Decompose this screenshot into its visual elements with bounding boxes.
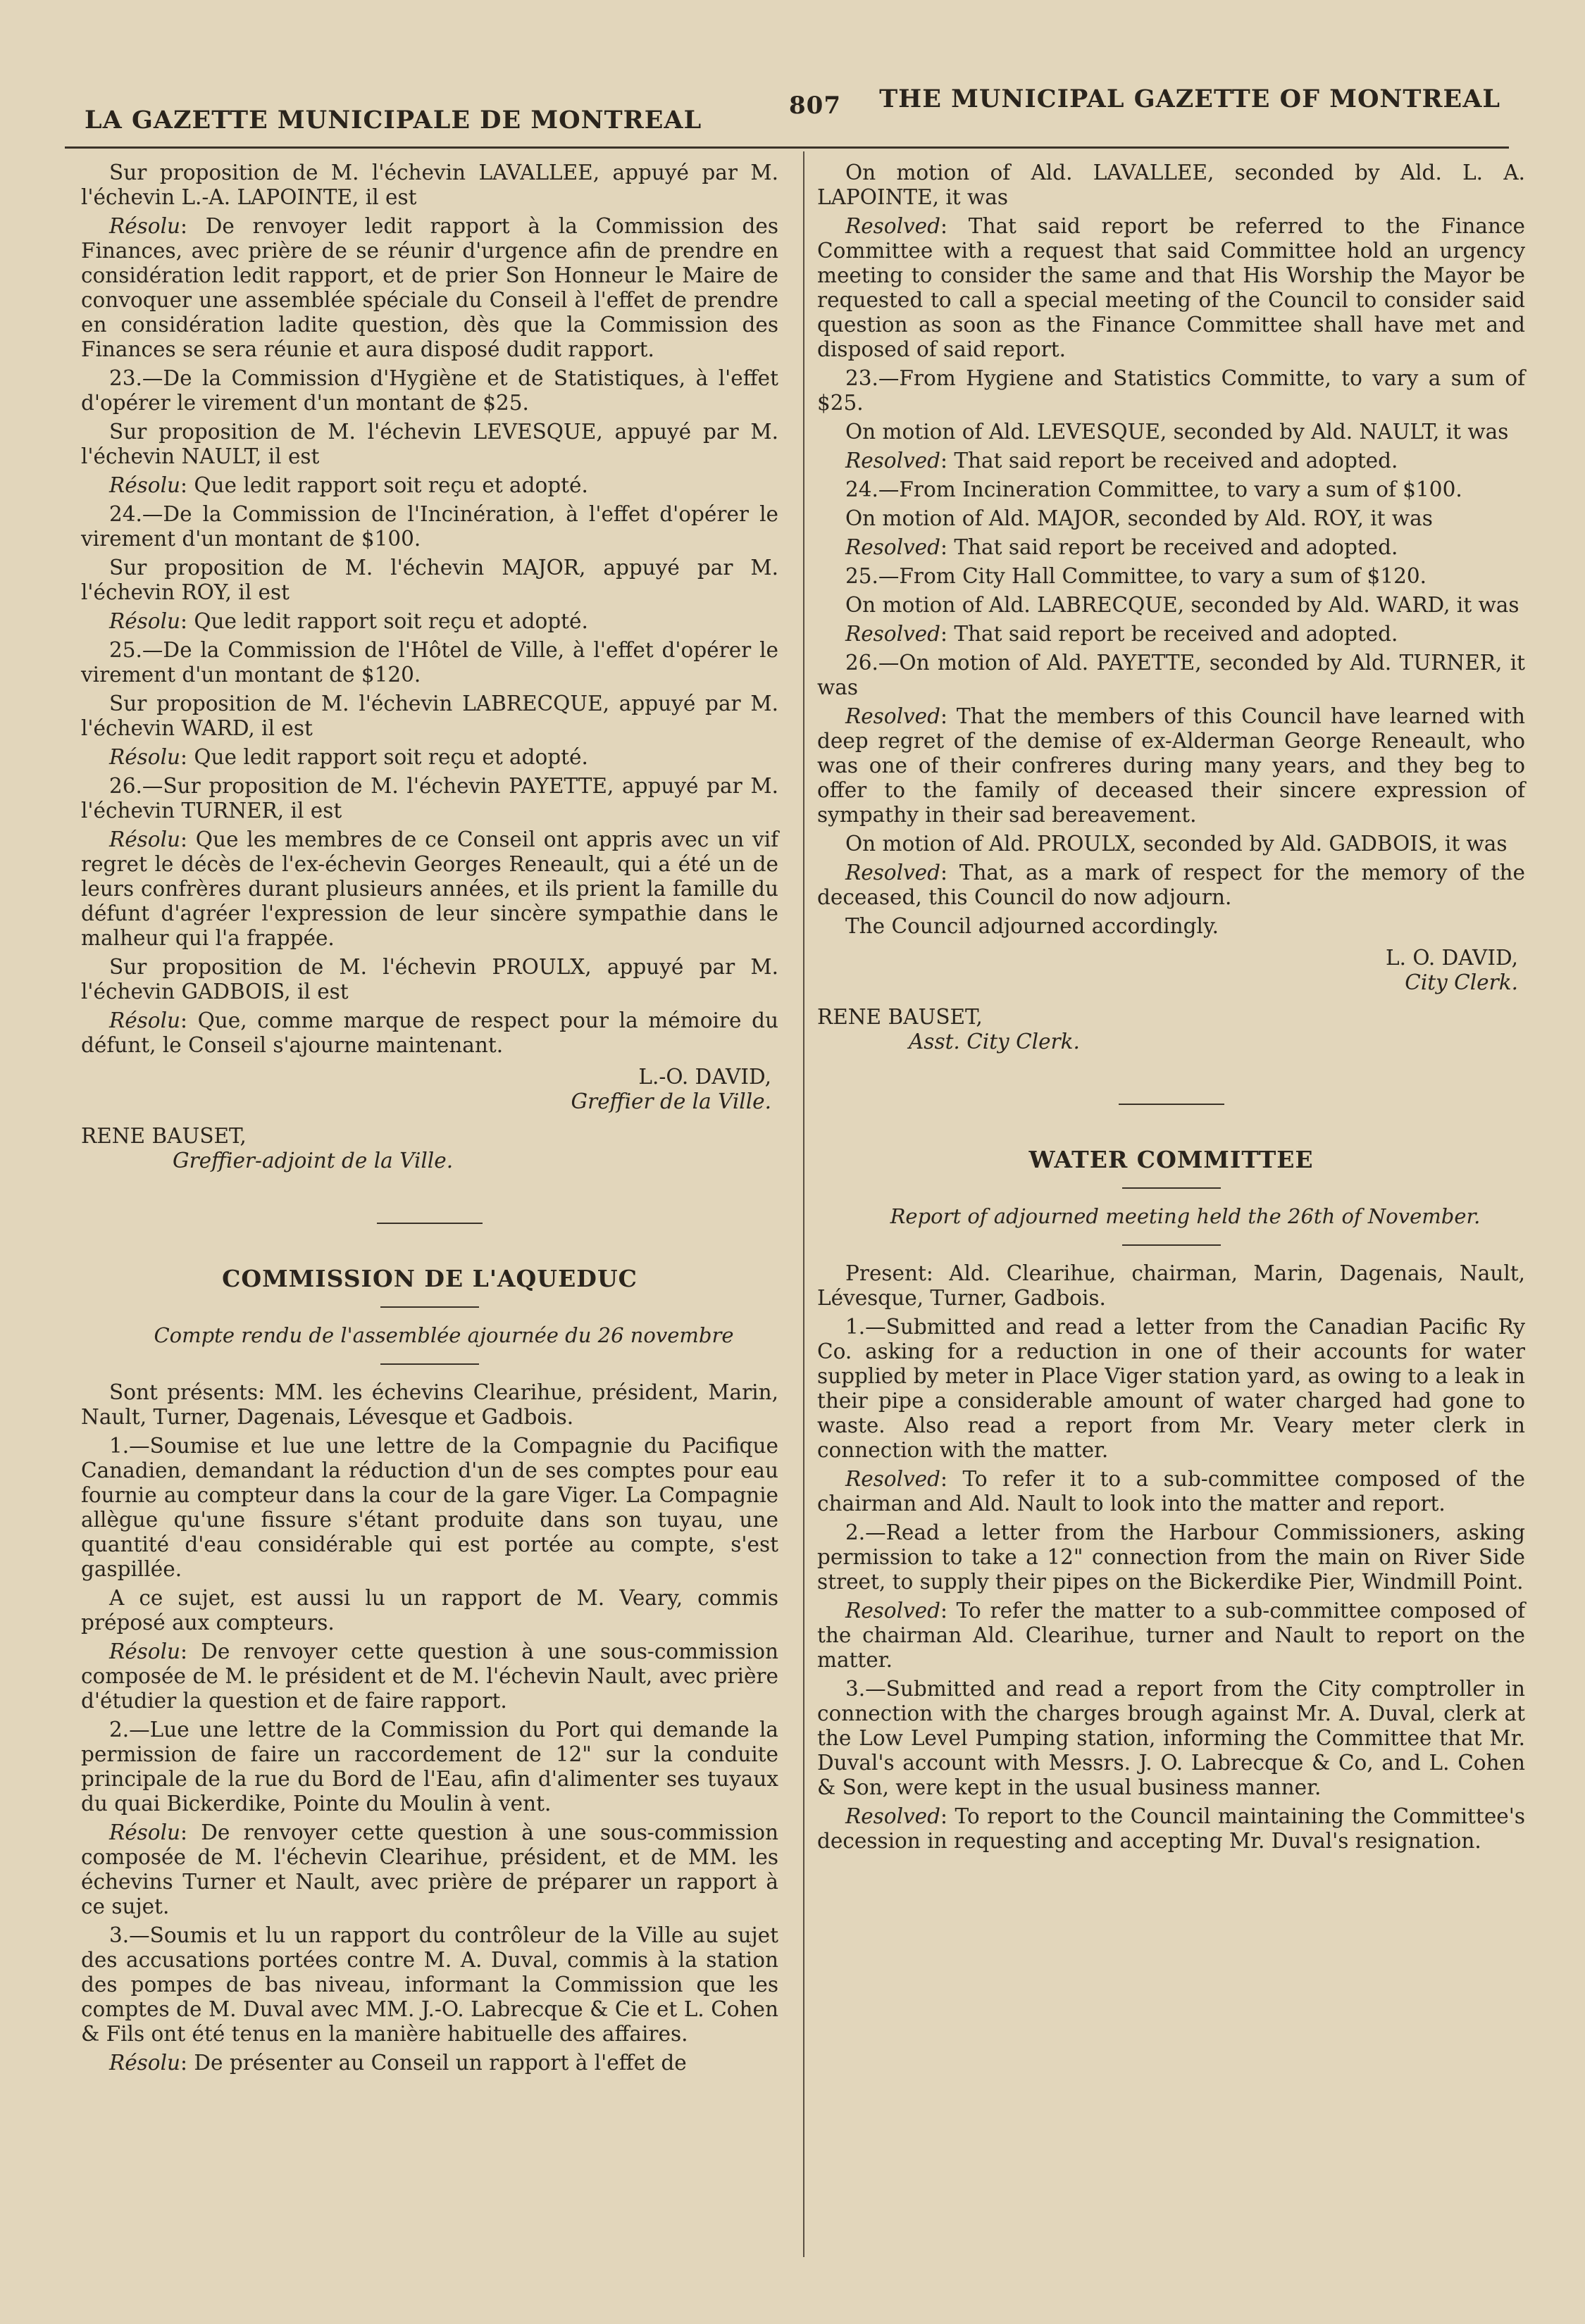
resolution-label: Résolu [109,827,181,851]
paragraph [81,1380,778,1430]
resolution-label: Resolved [845,861,941,885]
paragraph-text: : De renvoyer cette question à une sous-commission composée de M. le président et de M. l'échevin Nault, avec prière d'étudier la question et de faire rapport. [81,1639,778,1713]
paragraph-text: A ce sujet, est aussi lu un rapport de M. Veary, commis préposé aux compteurs. [81,1586,778,1635]
paragraph [817,477,1525,502]
right-paragraphs [817,161,1525,939]
paragraph [817,704,1525,827]
assistant-title: Greffier-adjoint de la Ville. [173,1149,454,1173]
paragraph-text: : To report to the Council maintaining the Committee's decession in requesting and accepting Mr. Duval's resignation. [817,1804,1525,1853]
paragraph [81,556,778,605]
paragraph [817,651,1525,700]
assistant-title: Asst. City Clerk. [909,1030,1080,1054]
paragraph-text: Sur proposition de M. l'échevin MAJOR, appuyé par M. l'échevin ROY, il est [81,556,778,604]
paragraph [817,1315,1525,1463]
resolution-label: Resolved [845,214,941,238]
assistant-signature [817,1005,1525,1054]
paragraph-text: 26.—On motion of Ald. PAYETTE, seconded by Ald. TURNER, it was [817,651,1525,699]
paragraph [81,420,778,469]
paragraph-text: 1.—Soumise et lue une lettre de la Compagnie du Pacifique Canadien, demandant la réduction d'un de ses comptes pour eau fournie au compteur dans la cour de la gare Viger. La Compagnie allègue qu'une fissure s'étant produite dans son tuyau, une quantité d'eau considérable qui est portée au compte, s'est gaspillée. [81,1434,778,1581]
paragraph-text: 3.—Submitted and read a report from the City comptroller in connection with the charges brough against Mr. A. Duval, clerk at the Low Level Pumping station, informing the Committee that Mr. Duval's account with Messrs. J. O. Labrecque & Co, and L. Cohen & Son, were kept in the usual business manner. [817,1677,1525,1799]
paragraph [817,214,1525,362]
assistant-signature [81,1124,778,1173]
section-subtitle: Compte rendu de l'assemblée ajournée du 26 novembre [154,1323,734,1347]
paragraph [81,1434,778,1582]
paragraph-text: On motion of Ald. PROULX, seconded by Ald. GADBOIS, it was [845,832,1508,856]
resolution-label: Résolu [109,745,181,769]
paragraph-text: Sur proposition de M. l'échevin LEVESQUE, appuyé par M. l'échevin NAULT, il est [81,420,778,468]
paragraph-text: 1.—Submitted and read a letter from the Canadian Pacific Ry Co. asking for a reduction in one of their accounts for water supplied by meter in Place Viger station yard, as owing to a leak in their pipe a considerable amount of water charged had gone to waste. Also read a report from Mr. Veary meter clerk in connection with the matter. [817,1315,1525,1462]
paragraph-text: : That said report be received and adopted. [940,535,1398,559]
paragraph [817,861,1525,910]
resolution-label: Resolved [845,1467,941,1491]
paragraph-text: 24.—De la Commission de l'Incinération, à l'effet d'opérer le virement d'un montant de $100. [81,502,778,551]
resolution-label: Résolu [109,473,181,497]
paragraph [81,774,778,823]
paragraph [81,1586,778,1635]
paragraph-text: 25.—De la Commission de l'Hôtel de Ville, à l'effet d'opérer le virement d'un montant de $120. [81,638,778,687]
resolution-label: Resolved [845,449,941,473]
paragraph-text: 2.—Read a letter from the Harbour Commissioners, asking permission to take a 12" connection from the main on River Side street, to supply their pipes on the Bickerdike Pier, Windmill Point. [817,1520,1525,1594]
paragraph-text: : De présenter au Conseil un rapport à l'effet de [180,2051,687,2075]
paragraph [817,1804,1525,1854]
resolution-label: Résolu [109,1820,181,1844]
paragraph [817,832,1525,856]
paragraph [81,161,778,210]
paragraph [817,622,1525,646]
paragraph-text: Present: Ald. Clearihue, chairman, Marin, Dagenais, Nault, Lévesque, Turner, Gadbois. [817,1261,1525,1310]
paragraph-text: 23.—From Hygiene and Statistics Committe, to vary a sum of $25. [817,366,1525,415]
paragraph [81,1718,778,1816]
paragraph [817,506,1525,531]
clerk-name: L. O. DAVID, [1386,946,1518,970]
header-rule [65,146,1509,149]
resolution-label: Resolved [845,1804,941,1828]
paragraph-text: : De renvoyer cette question à une sous-commission composée de M. l'échevin Clearihue, président, et de MM. les échevins Turner et Nault, avec prière de préparer un rapport à ce sujet. [81,1820,778,1918]
paragraph [817,564,1525,589]
paragraph [81,692,778,741]
paragraph-text: 25.—From City Hall Committee, to vary a sum of $120. [845,564,1427,588]
clerk-name: L.-O. DAVID, [638,1065,771,1089]
paragraph-text: : That said report be received and adopted. [940,449,1398,473]
paragraph-text: : Que les membres de ce Conseil ont appris avec un vif regret le décès de l'ex-échevin Georges Reneault, qui a été un de leurs confrères durant plusieurs années, et ils prient la famille du défunt d'agréer l'expression de leur sincère sympathie dans le malheur qui l'a frappée. [81,827,778,950]
paragraph-text: : Que ledit rapport soit reçu et adopté. [180,745,588,769]
paragraph-text: : Que, comme marque de respect pour la mémoire du défunt, le Conseil s'ajourne maintenant. [81,1008,778,1057]
resolution-label: Resolved [845,622,941,646]
paragraph-text: On motion of Ald. LAVALLEE, seconded by Ald. L. A. LAPOINTE, it was [817,161,1525,209]
left-column [81,161,778,2080]
resolution-label: Resolved [845,535,941,559]
paragraph [81,745,778,770]
section-title: WATER COMMITTEE [1028,1146,1314,1173]
resolution-label: Résolu [109,214,181,238]
assistant-name: RENE BAUSET, [817,1005,983,1029]
paragraph [817,420,1525,444]
paragraph [81,214,778,362]
paragraph [81,1820,778,1919]
resolution-label: Resolved [845,1599,941,1623]
paragraph [81,2051,778,2075]
paragraph-text: 23.—De la Commission d'Hygiène et de Statistiques, à l'effet d'opérer le virement d'un montant de $25. [81,366,778,415]
paragraph-text: Sur proposition de M. l'échevin LAVALLEE, appuyé par M. l'échevin L.-A. LAPOINTE, il est [81,161,778,209]
paragraph-text: : That said report be referred to the Finance Committee with a request that said Committee hold an urgency meeting to consider the same and that His Worship the Mayor be requested to call a special meeting of the Council to consider said question as soon as the Finance Committee shall have met and disposed of said report. [817,214,1525,361]
resolution-label: Resolved [845,704,941,728]
paragraph [817,1467,1525,1516]
paragraph [817,1261,1525,1311]
paragraph [81,1639,778,1713]
paragraph-text: : De renvoyer ledit rapport à la Commission des Finances, avec prière de se réunir d'urgence afin de prendre en considération ledit rapport, et de prier Son Honneur le Maire de convoquer une assemblée spéciale du Conseil à l'effet de prendre en considération ladite question, dès que la Commission des Finances se sera réunie et aura disposé dudit rapport. [81,214,778,361]
paragraph-text: : That the members of this Council have learned with deep regret of the demise of ex-Alderman George Reneault, who was one of their confreres during many years, and they beg to offer to the family of deceased their sincere expression of sympathy in their sad bereavement. [817,704,1525,827]
title-divider [1122,1187,1221,1189]
paragraph-text: Sur proposition de M. l'échevin LABRECQUE, appuyé par M. l'échevin WARD, il est [81,692,778,740]
paragraph-text: 2.—Lue une lettre de la Commission du Port qui demande la permission de faire un raccordement de 12" sur la conduite principale de la rue du Bord de l'Eau, afin d'alimenter ses tuyaux du quai Bickerdike, Pointe du Moulin à vent. [81,1718,778,1816]
paragraph [81,1008,778,1058]
left-signature [81,1065,778,1173]
paragraph [81,955,778,1004]
paragraph-text: : That said report be received and adopted. [940,622,1398,646]
paragraph-text: : To refer the matter to a sub-committee composed of the chairman Ald. Clearihue, turner and Nault to report on the matter. [817,1599,1525,1672]
header-title-en: THE MUNICIPAL GAZETTE OF MONTREAL [879,85,1500,113]
paragraph [817,449,1525,473]
section-subtitle: Report of adjourned meeting held the 26th of November. [890,1204,1481,1228]
paragraph [81,609,778,634]
section-divider [377,1223,483,1224]
paragraph [817,1520,1525,1594]
section-divider [1119,1104,1224,1105]
paragraph-text: On motion of Ald. MAJOR, seconded by Ald. ROY, it was [845,506,1433,530]
paragraph [817,366,1525,416]
subtitle-divider [380,1363,479,1365]
right-column [817,161,1525,1858]
resolution-label: Résolu [109,1639,181,1663]
left-paragraphs [81,161,778,1058]
right-section-paragraphs [817,1261,1525,1854]
paragraph-text: The Council adjourned accordingly. [845,914,1219,938]
paragraph [81,827,778,951]
paragraph [817,914,1525,939]
paragraph-text: Sur proposition de M. l'échevin PROULX, appuyé par M. l'échevin GADBOIS, il est [81,955,778,1004]
paragraph-text: 26.—Sur proposition de M. l'échevin PAYETTE, appuyé par M. l'échevin TURNER, il est [81,774,778,823]
paragraph-text: : That, as a mark of respect for the memory of the deceased, this Council do now adjourn. [817,861,1525,909]
page-number: 807 [789,92,841,120]
paragraph [81,638,778,687]
right-signature [817,946,1525,1054]
column-divider [803,151,804,2257]
paragraph [81,366,778,416]
paragraph [817,1677,1525,1800]
resolution-label: Résolu [109,1008,181,1032]
left-section-paragraphs [81,1380,778,2075]
paragraph [81,502,778,551]
paragraph [817,593,1525,618]
clerk-title: City Clerk. [1405,970,1518,994]
clerk-title: Greffier de la Ville. [571,1089,771,1113]
paragraph [81,473,778,498]
paragraph-text: 24.—From Incineration Committee, to vary a sum of $100. [845,477,1462,501]
paragraph-text: On motion of Ald. LEVESQUE, seconded by Ald. NAULT, it was [845,420,1509,444]
paragraph-text: : Que ledit rapport soit reçu et adopté. [180,609,588,633]
paragraph [817,161,1525,210]
paragraph-text: 3.—Soumis et lu un rapport du contrôleur de la Ville au sujet des accusations portées contre M. A. Duval, commis à la station des pompes de bas niveau, informant la Commission que les comptes de M. Duval avec MM. J.-O. Labrecque & Cie et L. Cohen & Fils ont été tenus en la manière habituelle des affaires. [81,1923,778,2046]
page-header [85,85,1500,134]
paragraph-text: Sont présents: MM. les échevins Clearihue, président, Marin, Nault, Turner, Dagenais, Lévesque et Gadbois. [81,1380,778,1429]
title-divider [380,1306,479,1308]
assistant-name: RENE BAUSET, [81,1124,247,1148]
paragraph-text: : To refer it to a sub-committee composed of the chairman and Ald. Nault to look into the matter and report. [817,1467,1525,1516]
resolution-label: Résolu [109,2051,181,2075]
paragraph [817,535,1525,560]
header-title-fr: LA GAZETTE MUNICIPALE DE MONTREAL [85,106,702,135]
paragraph [81,1923,778,2047]
resolution-label: Résolu [109,609,181,633]
paragraph-text: On motion of Ald. LABRECQUE, seconded by Ald. WARD, it was [845,593,1519,617]
section-title: COMMISSION DE L'AQUEDUC [222,1265,638,1292]
paragraph-text: : Que ledit rapport soit reçu et adopté. [180,473,588,497]
subtitle-divider [1122,1244,1221,1246]
paragraph [817,1599,1525,1673]
